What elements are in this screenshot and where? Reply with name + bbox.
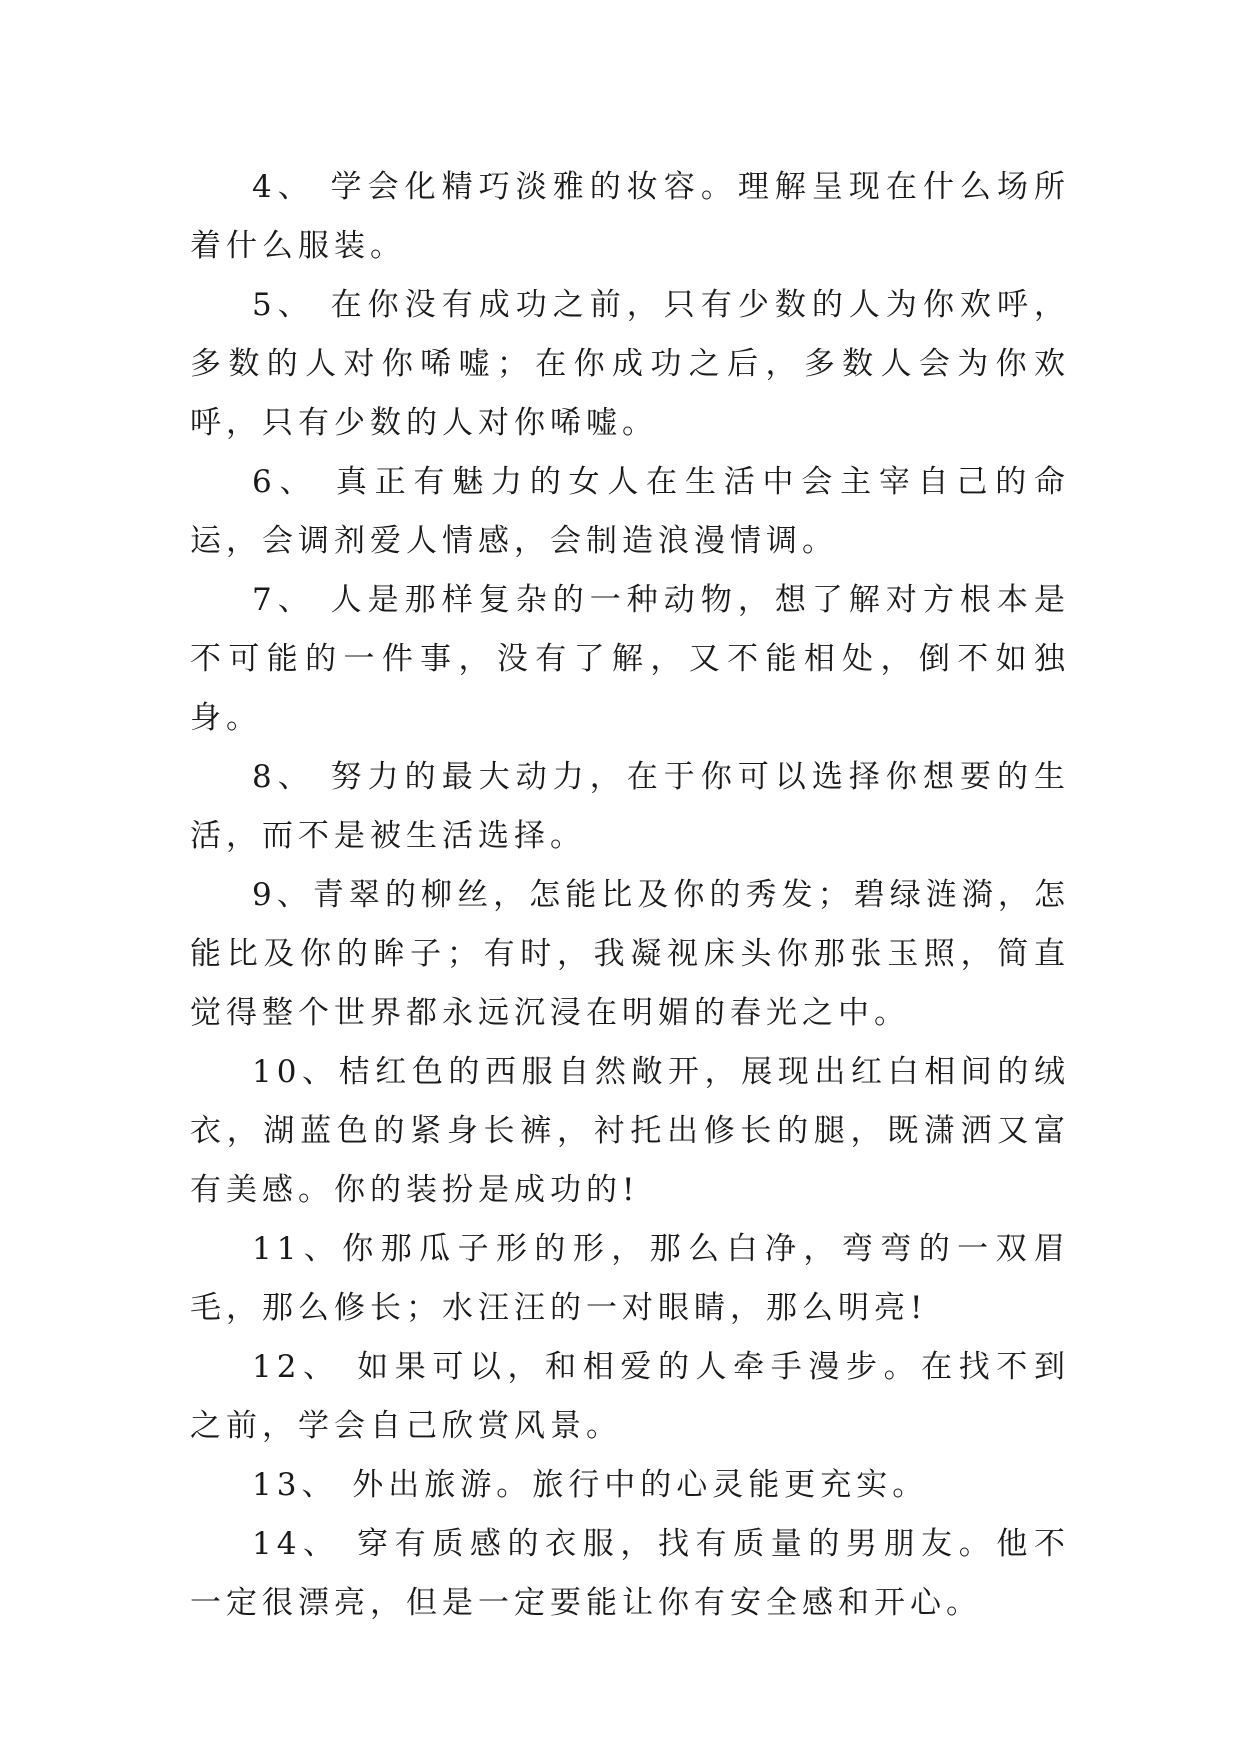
paragraph-9: 9、青翠的柳丝，怎能比及你的秀发；碧绿涟漪，怎能比及你的眸子；有时，我凝视床头你那张玉照，简直觉得整个世界都永远沉浸在明媚的春光之中。 [190, 877, 1070, 1031]
paragraph-6: 6、 真正有魅力的女人在生活中会主宰自己的命运，会调剂爱人情感，会制造浪漫情调。 [190, 464, 1070, 559]
paragraph-8: 8、 努力的最大动力，在于你可以选择你想要的生活，而不是被生活选择。 [190, 759, 1070, 854]
paragraph-7: 7、 人是那样复杂的一种动物，想了解对方根本是不可能的一件事，没有了解，又不能相处，倒不如独身。 [190, 582, 1070, 736]
paragraph-14: 14、 穿有质感的衣服，找有质量的男朋友。他不一定很漂亮，但是一定要能让你有安全感和开心。 [190, 1526, 1070, 1621]
paragraph-4: 4、 学会化精巧淡雅的妆容。理解呈现在什么场所着什么服装。 [190, 169, 1070, 264]
paragraph-12: 12、 如果可以，和相爱的人牵手漫步。在找不到之前，学会自己欣赏风景。 [190, 1349, 1070, 1444]
paragraph-10: 10、桔红色的西服自然敞开，展现出红白相间的绒衣，湖蓝色的紧身长裤，衬托出修长的腿，既潇洒又富有美感。你的装扮是成功的! [190, 1054, 1070, 1208]
paragraph-13: 13、 外出旅游。旅行中的心灵能更充实。 [252, 1467, 929, 1503]
document-body [190, 158, 1070, 1633]
paragraph-5: 5、 在你没有成功之前，只有少数的人为你欢呼，多数的人对你唏嘘；在你成功之后，多数人会为你欢呼，只有少数的人对你唏嘘。 [190, 287, 1070, 441]
paragraph-11: 11、你那瓜子形的形，那么白净，弯弯的一双眉毛，那么修长；水汪汪的一对眼睛，那么明亮! [190, 1231, 1070, 1326]
